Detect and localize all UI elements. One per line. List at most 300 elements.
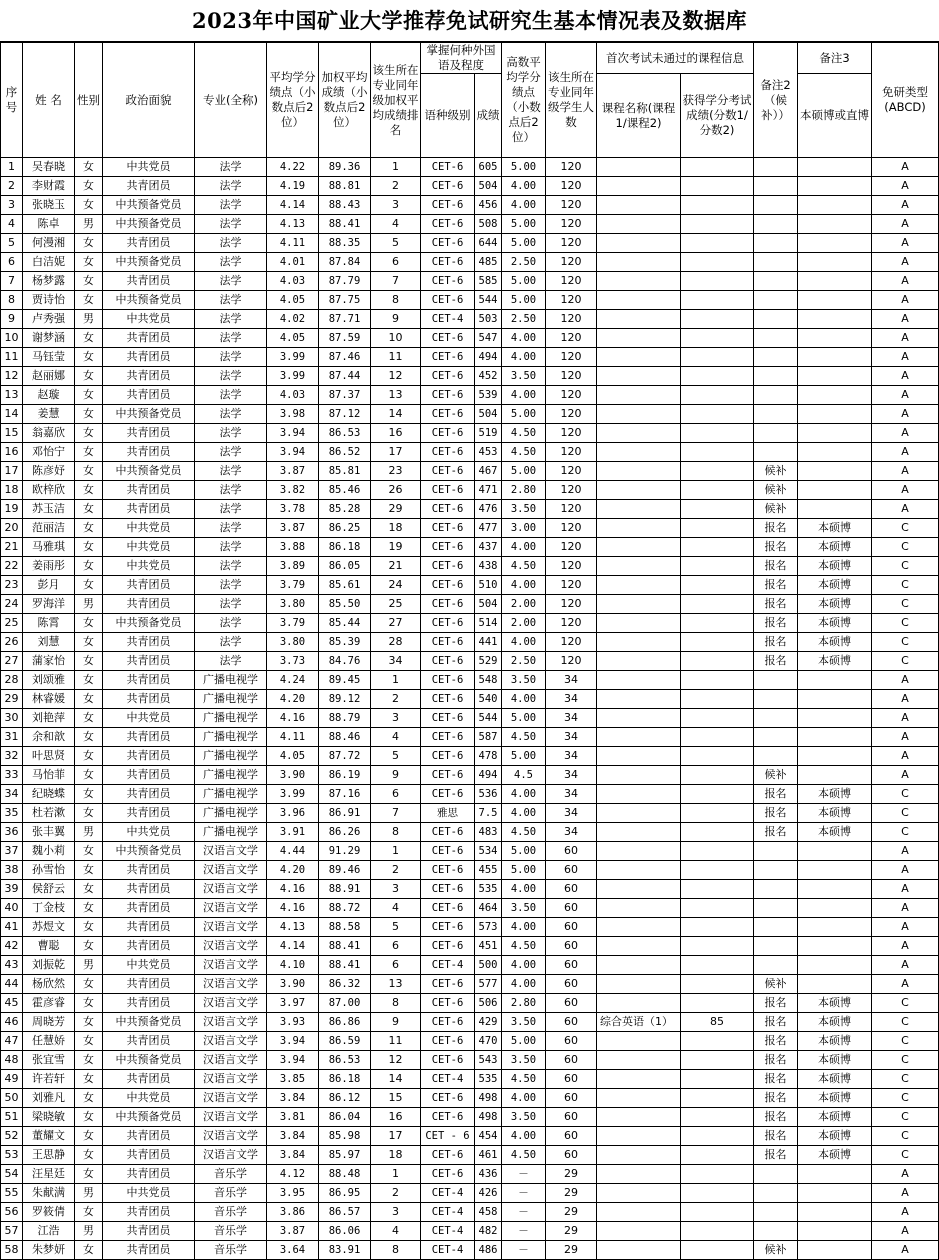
cell-total: 60 [546,1070,597,1089]
cell-lang-level: 雅思 [421,804,475,823]
cell-seq: 57 [1,1222,23,1241]
cell-gender: 女 [75,842,103,861]
cell-gpa: 3.94 [267,424,319,443]
cell-gpa: 3.98 [267,405,319,424]
cell-weighted: 86.26 [319,823,371,842]
cell-note2: 候补 [754,766,798,785]
cell-course-score [681,766,754,785]
cell-lang-score: 510 [475,576,502,595]
cell-political: 共青团员 [103,937,195,956]
cell-rank: 13 [371,386,421,405]
header-math-gpa: 高数平均学分绩点（小数点后2位） [502,43,546,158]
cell-gpa: 4.12 [267,1165,319,1184]
cell-note2 [754,1222,798,1241]
cell-gpa: 3.73 [267,652,319,671]
cell-course-score [681,367,754,386]
cell-name: 刘雅凡 [23,1089,75,1108]
cell-note2: 报名 [754,652,798,671]
cell-lang-score: 456 [475,196,502,215]
cell-note3 [798,348,872,367]
cell-seq: 8 [1,291,23,310]
cell-major: 汉语言文学 [195,1013,267,1032]
cell-political: 共青团员 [103,994,195,1013]
cell-rank: 6 [371,253,421,272]
cell-weighted: 88.72 [319,899,371,918]
cell-weighted: 88.46 [319,728,371,747]
cell-type: A [872,177,939,196]
cell-political: 共青团员 [103,424,195,443]
cell-math-gpa: 5.00 [502,709,546,728]
cell-gpa: 3.78 [267,500,319,519]
cell-math-gpa: － [502,1165,546,1184]
cell-weighted: 87.37 [319,386,371,405]
cell-lang-score: 500 [475,956,502,975]
cell-lang-score: 529 [475,652,502,671]
cell-gpa: 4.01 [267,253,319,272]
cell-gpa: 3.88 [267,538,319,557]
cell-gpa: 3.81 [267,1108,319,1127]
cell-seq: 56 [1,1203,23,1222]
cell-course-score [681,956,754,975]
cell-gender: 女 [75,291,103,310]
cell-lang-score: 429 [475,1013,502,1032]
cell-course-score [681,253,754,272]
cell-major: 汉语言文学 [195,918,267,937]
cell-gpa: 3.79 [267,614,319,633]
cell-weighted: 89.12 [319,690,371,709]
cell-gender: 女 [75,1070,103,1089]
cell-type: C [872,557,939,576]
cell-total: 120 [546,405,597,424]
cell-seq: 22 [1,557,23,576]
cell-math-gpa: 5.00 [502,272,546,291]
cell-course-name [597,443,681,462]
cell-math-gpa: 4.00 [502,576,546,595]
cell-lang-score: 467 [475,462,502,481]
table-row [1,899,939,918]
cell-course-score [681,842,754,861]
page-title: 2023年中国矿业大学推荐免试研究生基本情况表及数据库 [0,0,939,42]
cell-gender: 女 [75,386,103,405]
cell-course-score [681,880,754,899]
cell-gender: 女 [75,500,103,519]
cell-math-gpa: 4.00 [502,386,546,405]
table-row [1,766,939,785]
cell-gpa: 3.84 [267,1127,319,1146]
cell-total: 34 [546,823,597,842]
cell-course-score [681,690,754,709]
cell-gender: 女 [75,1127,103,1146]
cell-gpa: 3.87 [267,462,319,481]
cell-total: 29 [546,1203,597,1222]
cell-major: 广播电视学 [195,709,267,728]
cell-weighted: 88.48 [319,1165,371,1184]
cell-seq: 26 [1,633,23,652]
table-row [1,272,939,291]
cell-gpa: 4.14 [267,937,319,956]
table-row [1,747,939,766]
cell-lang-level: CET-4 [421,1203,475,1222]
cell-major: 音乐学 [195,1203,267,1222]
cell-type: A [872,348,939,367]
table-row [1,405,939,424]
cell-math-gpa: 4.50 [502,728,546,747]
cell-gender: 女 [75,405,103,424]
cell-weighted: 87.46 [319,348,371,367]
cell-name: 杨欣然 [23,975,75,994]
cell-political: 中共党员 [103,1184,195,1203]
cell-gender: 女 [75,1013,103,1032]
cell-type: C [872,1127,939,1146]
cell-total: 120 [546,272,597,291]
cell-course-name [597,1222,681,1241]
table-row [1,234,939,253]
cell-lang-level: CET-6 [421,1146,475,1165]
cell-political: 共青团员 [103,975,195,994]
cell-seq: 46 [1,1013,23,1032]
cell-weighted: 87.59 [319,329,371,348]
cell-math-gpa: 2.50 [502,253,546,272]
cell-political: 共青团员 [103,1127,195,1146]
cell-course-name [597,785,681,804]
cell-course-score [681,671,754,690]
cell-seq: 58 [1,1241,23,1260]
cell-lang-level: CET-6 [421,823,475,842]
cell-major: 广播电视学 [195,728,267,747]
cell-course-name [597,899,681,918]
cell-note3: 本硕博 [798,823,872,842]
cell-course-score [681,386,754,405]
cell-total: 34 [546,747,597,766]
cell-course-score [681,1222,754,1241]
cell-weighted: 86.52 [319,443,371,462]
cell-lang-level: CET-6 [421,918,475,937]
cell-note3: 本硕博 [798,804,872,823]
cell-major: 汉语言文学 [195,1108,267,1127]
cell-note3 [798,424,872,443]
cell-course-name [597,804,681,823]
cell-note2: 报名 [754,1089,798,1108]
cell-gpa: 3.99 [267,348,319,367]
cell-type: A [872,1165,939,1184]
cell-type: A [872,253,939,272]
cell-gender: 男 [75,823,103,842]
cell-math-gpa: 4.00 [502,918,546,937]
table-row [1,1108,939,1127]
cell-type: A [872,899,939,918]
cell-gpa: 4.24 [267,671,319,690]
cell-lang-level: CET-6 [421,709,475,728]
cell-note3 [798,367,872,386]
cell-rank: 16 [371,424,421,443]
cell-gender: 女 [75,158,103,177]
cell-weighted: 86.57 [319,1203,371,1222]
cell-lang-level: CET-6 [421,937,475,956]
cell-math-gpa: － [502,1241,546,1260]
cell-rank: 10 [371,329,421,348]
cell-note2: 候补 [754,1241,798,1260]
cell-gpa: 3.94 [267,443,319,462]
cell-course-name [597,386,681,405]
cell-note3: 本硕博 [798,1127,872,1146]
cell-gender: 女 [75,937,103,956]
cell-name: 马雅琪 [23,538,75,557]
cell-note3 [798,253,872,272]
cell-course-name [597,842,681,861]
cell-lang-score: 504 [475,177,502,196]
cell-gender: 女 [75,1146,103,1165]
cell-weighted: 87.16 [319,785,371,804]
cell-name: 马钰莹 [23,348,75,367]
cell-seq: 5 [1,234,23,253]
cell-note2: 报名 [754,1013,798,1032]
cell-political: 中共党员 [103,823,195,842]
cell-gpa: 3.97 [267,994,319,1013]
cell-weighted: 86.95 [319,1184,371,1203]
cell-total: 120 [546,614,597,633]
cell-note2 [754,291,798,310]
cell-type: A [872,367,939,386]
table-row [1,937,939,956]
cell-lang-score: 485 [475,253,502,272]
cell-rank: 6 [371,785,421,804]
cell-seq: 31 [1,728,23,747]
cell-lang-score: 506 [475,994,502,1013]
cell-political: 共青团员 [103,367,195,386]
cell-rank: 1 [371,842,421,861]
cell-note3 [798,1241,872,1260]
cell-political: 中共预备党员 [103,405,195,424]
cell-note3 [798,709,872,728]
cell-seq: 39 [1,880,23,899]
cell-gpa: 4.20 [267,690,319,709]
cell-lang-score: 547 [475,329,502,348]
cell-gpa: 4.10 [267,956,319,975]
cell-political: 共青团员 [103,500,195,519]
cell-lang-score: 543 [475,1051,502,1070]
cell-note3: 本硕博 [798,557,872,576]
cell-course-score [681,310,754,329]
cell-course-name [597,1184,681,1203]
cell-gpa: 4.19 [267,177,319,196]
cell-type: C [872,823,939,842]
cell-political: 共青团员 [103,633,195,652]
cell-type: A [872,500,939,519]
cell-rank: 23 [371,462,421,481]
header-failed-group: 首次考试未通过的课程信息 [597,43,754,74]
cell-rank: 13 [371,975,421,994]
cell-total: 60 [546,975,597,994]
cell-seq: 38 [1,861,23,880]
cell-seq: 18 [1,481,23,500]
cell-note3: 本硕博 [798,1070,872,1089]
cell-name: 任慧娇 [23,1032,75,1051]
cell-course-name [597,310,681,329]
cell-course-score: 85 [681,1013,754,1032]
cell-type: A [872,196,939,215]
cell-math-gpa: 4.00 [502,348,546,367]
cell-course-score [681,1070,754,1089]
cell-major: 汉语言文学 [195,861,267,880]
cell-total: 120 [546,557,597,576]
cell-name: 叶思贤 [23,747,75,766]
cell-name: 姜雨彤 [23,557,75,576]
cell-major: 音乐学 [195,1165,267,1184]
cell-political: 共青团员 [103,880,195,899]
cell-total: 120 [546,158,597,177]
cell-lang-level: CET-4 [421,956,475,975]
cell-math-gpa: 5.00 [502,215,546,234]
cell-gender: 女 [75,557,103,576]
cell-weighted: 86.86 [319,1013,371,1032]
cell-name: 邓怡宁 [23,443,75,462]
cell-note2 [754,747,798,766]
cell-course-name [597,500,681,519]
cell-math-gpa: 3.50 [502,1051,546,1070]
cell-lang-score: 7.5 [475,804,502,823]
cell-political: 共青团员 [103,1222,195,1241]
cell-major: 汉语言文学 [195,1089,267,1108]
cell-math-gpa: 2.00 [502,614,546,633]
cell-note3 [798,481,872,500]
cell-type: A [872,728,939,747]
cell-major: 广播电视学 [195,747,267,766]
cell-gender: 女 [75,519,103,538]
cell-lang-level: CET-6 [421,253,475,272]
cell-gpa: 3.87 [267,519,319,538]
cell-name: 刘振乾 [23,956,75,975]
cell-gender: 女 [75,747,103,766]
cell-name: 杜若漱 [23,804,75,823]
cell-gender: 女 [75,196,103,215]
cell-note2 [754,690,798,709]
cell-seq: 2 [1,177,23,196]
cell-lang-level: CET-6 [421,671,475,690]
cell-seq: 44 [1,975,23,994]
cell-course-name [597,975,681,994]
cell-lang-level: CET-6 [421,158,475,177]
cell-rank: 6 [371,956,421,975]
table-row [1,728,939,747]
cell-course-score [681,158,754,177]
cell-rank: 5 [371,747,421,766]
cell-course-name [597,1203,681,1222]
cell-course-name [597,614,681,633]
cell-note3 [798,861,872,880]
cell-note3: 本硕博 [798,614,872,633]
cell-note2 [754,310,798,329]
cell-weighted: 88.41 [319,937,371,956]
cell-name: 王思静 [23,1146,75,1165]
table-row [1,975,939,994]
cell-type: A [872,766,939,785]
cell-course-name [597,367,681,386]
table-row [1,1222,939,1241]
cell-political: 共青团员 [103,690,195,709]
cell-course-score [681,481,754,500]
cell-major: 法学 [195,158,267,177]
cell-total: 120 [546,424,597,443]
cell-name: 彭月 [23,576,75,595]
cell-total: 120 [546,386,597,405]
cell-math-gpa: 2.80 [502,994,546,1013]
cell-weighted: 85.28 [319,500,371,519]
cell-gpa: 4.11 [267,728,319,747]
cell-seq: 47 [1,1032,23,1051]
cell-gpa: 4.44 [267,842,319,861]
cell-type: C [872,1108,939,1127]
cell-lang-level: CET-6 [421,1032,475,1051]
cell-math-gpa: － [502,1203,546,1222]
cell-type: A [872,842,939,861]
cell-seq: 33 [1,766,23,785]
cell-lang-score: 514 [475,614,502,633]
cell-total: 120 [546,253,597,272]
cell-course-score [681,937,754,956]
cell-note2 [754,329,798,348]
cell-weighted: 86.59 [319,1032,371,1051]
cell-gender: 女 [75,481,103,500]
cell-lang-level: CET-6 [421,633,475,652]
cell-name: 张丰翼 [23,823,75,842]
cell-course-name: 综合英语（1） [597,1013,681,1032]
cell-seq: 6 [1,253,23,272]
cell-rank: 9 [371,310,421,329]
cell-major: 汉语言文学 [195,1146,267,1165]
cell-gender: 女 [75,253,103,272]
cell-course-score [681,443,754,462]
cell-type: C [872,595,939,614]
table-row [1,519,939,538]
cell-name: 周晓芳 [23,1013,75,1032]
cell-major: 汉语言文学 [195,975,267,994]
cell-type: A [872,158,939,177]
cell-lang-level: CET-6 [421,234,475,253]
cell-political: 共青团员 [103,766,195,785]
cell-course-score [681,405,754,424]
header-note2: 备注2（候补）） [754,43,798,158]
cell-course-name [597,766,681,785]
cell-math-gpa: 5.00 [502,158,546,177]
cell-weighted: 85.39 [319,633,371,652]
cell-gpa: 3.94 [267,1032,319,1051]
cell-lang-level: CET-6 [421,424,475,443]
cell-lang-score: 437 [475,538,502,557]
cell-type: A [872,1184,939,1203]
cell-rank: 4 [371,728,421,747]
cell-major: 汉语言文学 [195,880,267,899]
cell-math-gpa: 5.00 [502,462,546,481]
cell-gpa: 4.13 [267,215,319,234]
cell-note3 [798,842,872,861]
cell-type: A [872,234,939,253]
cell-name: 张晓玉 [23,196,75,215]
cell-type: C [872,1013,939,1032]
cell-seq: 27 [1,652,23,671]
cell-gender: 女 [75,367,103,386]
cell-math-gpa: 2.80 [502,481,546,500]
cell-major: 法学 [195,367,267,386]
cell-math-gpa: 5.00 [502,291,546,310]
cell-gender: 女 [75,424,103,443]
cell-lang-score: 644 [475,234,502,253]
cell-course-name [597,1089,681,1108]
cell-weighted: 86.18 [319,538,371,557]
cell-lang-level: CET-6 [421,405,475,424]
cell-note3 [798,291,872,310]
cell-lang-level: CET-6 [421,614,475,633]
cell-lang-score: 482 [475,1222,502,1241]
